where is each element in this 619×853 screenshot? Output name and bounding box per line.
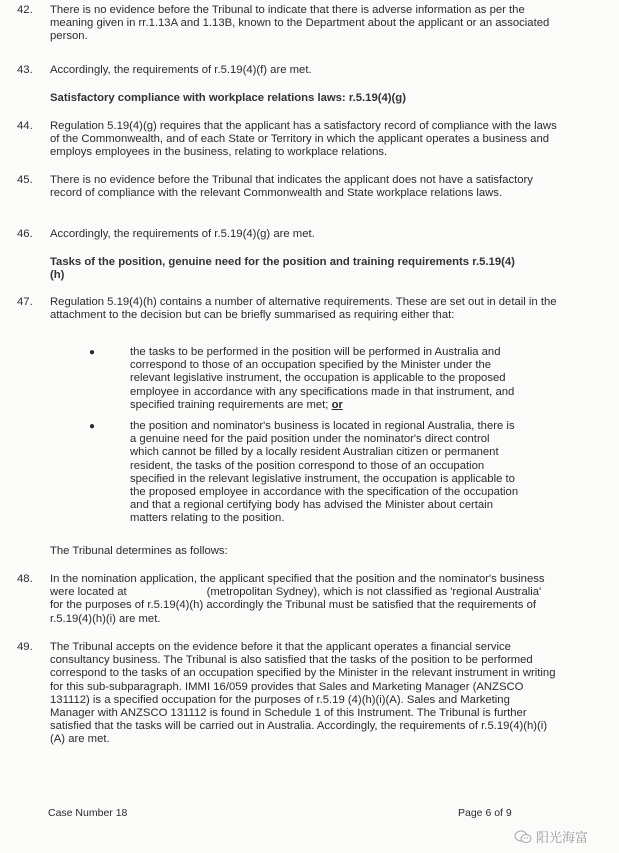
bullet-icon: ●: [89, 421, 96, 432]
paragraph-48: [17, 573, 557, 626]
paragraph-number: 45.: [17, 174, 33, 186]
paragraph-number: 48.: [17, 573, 33, 585]
footer-page-number: Page 6 of 9: [458, 807, 512, 819]
paragraph-number: 44.: [17, 120, 33, 132]
paragraph-47: [17, 296, 557, 322]
paragraph-number: 49.: [17, 641, 33, 653]
section-heading-workplace-relations: Satisfactory compliance with workplace relations laws: r.5.19(4)(g): [50, 92, 406, 104]
bullet-item: [89, 346, 519, 412]
determination-intro: The Tribunal determines as follows:: [50, 545, 228, 557]
paragraph-text: Accordingly, the requirements of r.5.19(4)(f) are met.: [50, 64, 312, 76]
bullet-item: [89, 420, 519, 526]
paragraph-text: Regulation 5.19(4)(g) requires that the applicant has a satisfactory record of compliance with the laws of the Commonwealth, and of each State or Territory in which the applicant operates a business and employs employees in the business, relating to workplace relations.: [50, 120, 557, 159]
paragraph-text: The Tribunal accepts on the evidence before it that the applicant operates a financial service consultancy business. The Tribunal is also satisfied that the tasks of the position to be performed correspond to the tasks of an occupation specified by the Minister in the relevant instrument in writing for this sub-subparagraph. IMMI 16/059 provides that Sales and Marketing Manager (ANZSCO 131112) is a specified occupation for the purposes of r.5.19 (4)(h)(i)(A). Sales and Marketing Manager with ANZSCO 131112 is found in Schedule 1 of this Instrument. The Tribunal is further satisfied that the tasks will be carried out in Australia. Accordingly, the requirements of r.5.19(4)(h)(i)(A) are met.: [50, 641, 556, 746]
paragraph-number: 47.: [17, 296, 33, 308]
paragraph-text-continued: (metropolitan Sydney), which is not classified as 'regional Australia' for the purposes of r.5.19(4)(h) accordingly the Tribunal must be satisfied that the requirements of r.5.19(4)(h)(i) are met.: [50, 586, 542, 625]
section-heading-tasks-of-position: Tasks of the position, genuine need for the position and training requirements r.5.19(4)(h): [50, 256, 515, 282]
paragraph-43: [17, 64, 557, 77]
paragraph-45: [17, 174, 557, 200]
paragraph-49: [17, 641, 557, 747]
bullet-icon: ●: [89, 347, 96, 358]
wechat-icon: [514, 830, 532, 844]
watermark: [514, 827, 588, 846]
paragraph-number: 42.: [17, 4, 33, 16]
watermark-text: 阳光海富: [536, 830, 589, 845]
paragraph-46: [17, 228, 557, 241]
bullet-conjunction: or: [331, 398, 343, 411]
footer-case-number: Case Number 18: [48, 807, 128, 819]
bullet-text: the position and nominator's business is located in regional Australia, there is a genuine need for the paid position under the nominator's direct control which cannot be filled by a locally resident Australian citizen or permanent resident, the tasks of the position correspond to those of an occupation specified in the relevant legislative instrument, the occupation is applicable to the proposed employee in accordance with the specification of the occupation and that a regional certifying body has advised the Minister about certain matters relating to the position.: [130, 420, 519, 525]
paragraph-text: In the nomination application, the applicant specified that the position and the nominator's business were located at: [50, 573, 545, 599]
paragraph-text: There is no evidence before the Tribunal to indicate that there is adverse information as per the meaning given in rr.1.13A and 1.13B, known to the Department about the applicant or an associated person.: [50, 4, 550, 43]
paragraph-text: Accordingly, the requirements of r.5.19(4)(g) are met.: [50, 228, 315, 240]
bullet-text: the tasks to be performed in the position will be performed in Australia and correspond to those of an occupation specified by the Minister under the relevant legislative instrument, the occupation is applicable to the proposed employee in accordance with any specifications made in that instrument, and specified training requirements are met;: [130, 346, 515, 411]
paragraph-number: 43.: [17, 64, 33, 76]
paragraph-text: There is no evidence before the Tribunal that indicates the applicant does not have a satisfactory record of compliance with the relevant Commonwealth and State workplace relations laws.: [50, 174, 533, 200]
paragraph-44: [17, 120, 557, 160]
paragraph-number: 46.: [17, 228, 33, 240]
paragraph-text: Regulation 5.19(4)(h) contains a number of alternative requirements. These are set out in detail in the attachment to the decision but can be briefly summarised as requiring either that:: [50, 296, 557, 322]
paragraph-42: [17, 4, 557, 44]
